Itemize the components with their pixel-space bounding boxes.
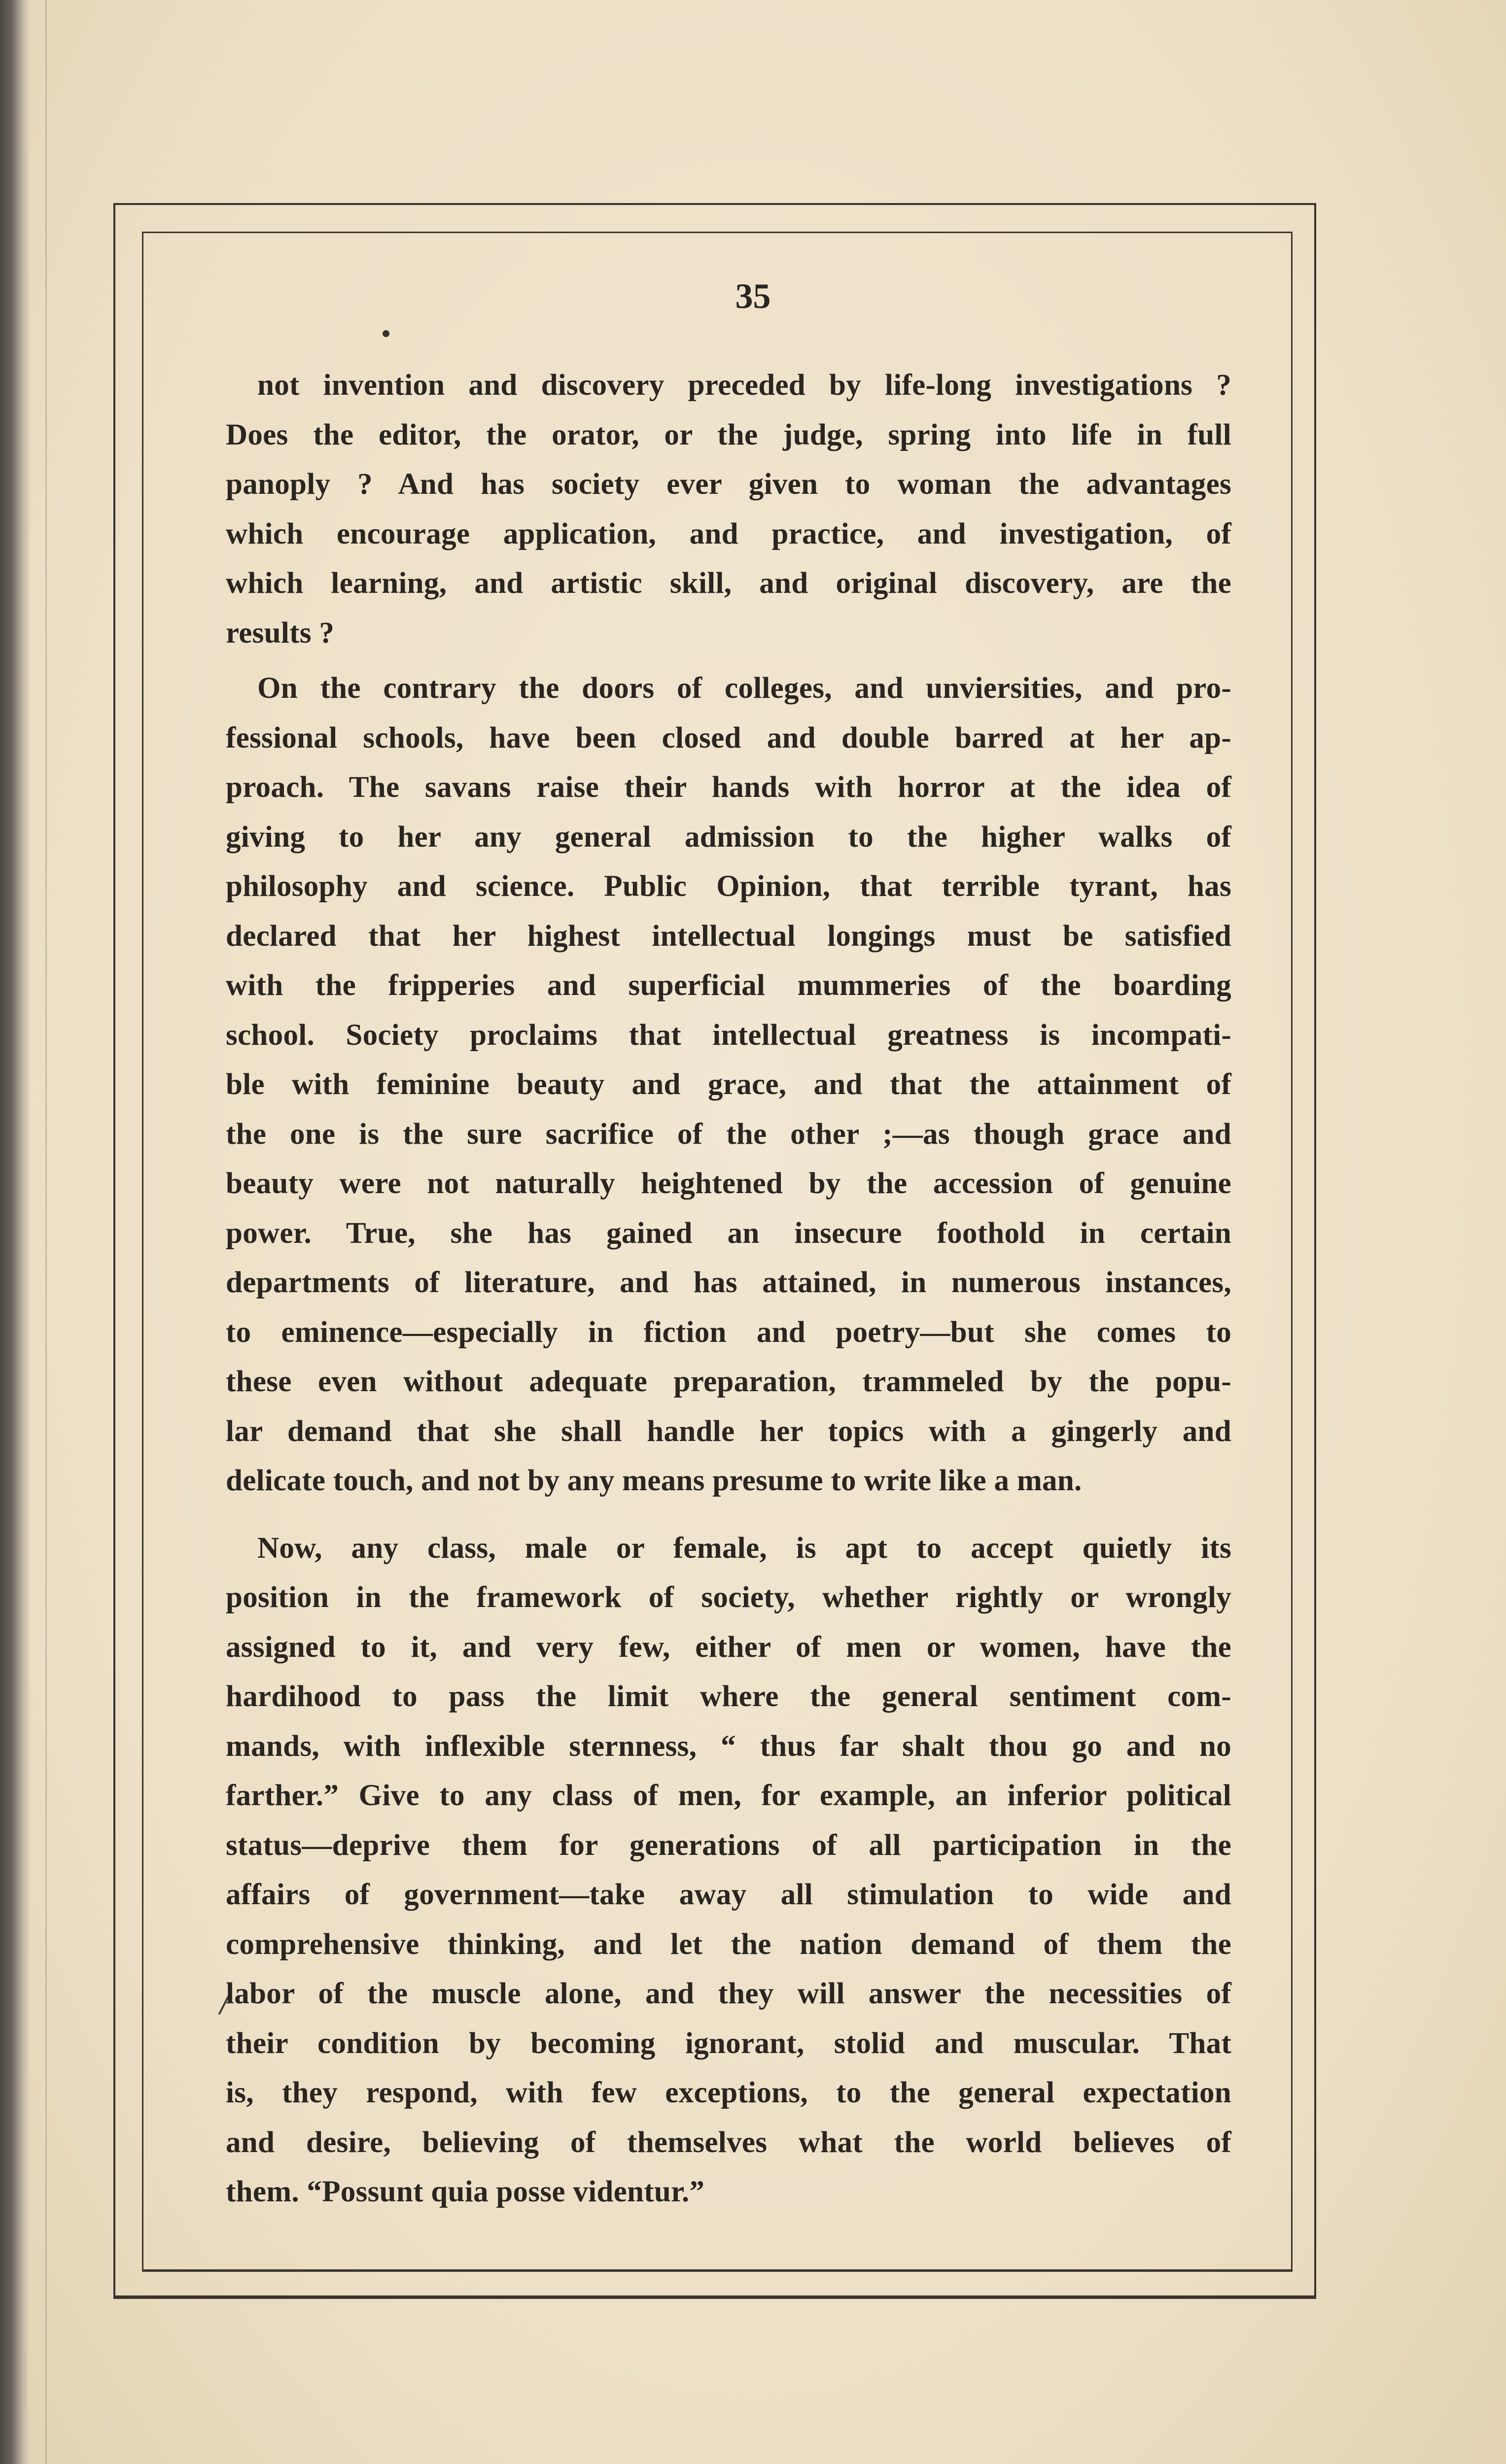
page-edge-line xyxy=(45,0,47,2464)
text-line: status—deprive them for generations of all participation in the xyxy=(226,1828,1231,1862)
paragraph xyxy=(226,664,1231,1506)
text-line: results ? xyxy=(226,616,335,650)
text-line: Now, any class, male or female, is apt to accept quietly its xyxy=(257,1531,1231,1565)
text-line: lar demand that she shall handle her topics with a gingerly and xyxy=(226,1414,1231,1448)
text-line: farther.” Give to any class of men, for example, an inferior political xyxy=(226,1779,1231,1812)
text-line: beauty were not naturally heightened by the accession of genuine xyxy=(226,1167,1231,1200)
text-line: hardihood to pass the limit where the general sentiment com- xyxy=(226,1680,1231,1713)
text-line: them. “Possunt quia posse videntur.” xyxy=(226,2175,705,2208)
text-line: to eminence—especially in fiction and poetry—but she comes to xyxy=(226,1315,1231,1349)
text-line: philosophy and science. Public Opinion, that terrible tyrant, has xyxy=(226,870,1231,903)
text-line: with the fripperies and superficial mummeries of the boarding xyxy=(226,969,1231,1002)
page-number: 35 xyxy=(735,276,771,316)
text-line: Does the editor, the orator, or the judge, spring into life in full xyxy=(226,418,1231,451)
text-line: giving to her any general admission to the higher walks of xyxy=(226,820,1231,854)
text-line: assigned to it, and very few, either of men or women, have the xyxy=(226,1630,1231,1664)
text-line: which learning, and artistic skill, and original discovery, are the xyxy=(226,567,1231,600)
text-line: these even without adequate preparation, trammeled by the popu- xyxy=(226,1365,1231,1398)
text-line: is, they respond, with few exceptions, to the general expectation xyxy=(226,2076,1231,2109)
text-line: affairs of government—take away all stimulation to wide and xyxy=(226,1878,1231,1911)
text-line: which encourage application, and practice, and investigation, of xyxy=(226,517,1231,550)
text-line: On the contrary the doors of colleges, and unviersities, and pro- xyxy=(257,672,1231,705)
text-line: proach. The savans raise their hands with horror at the idea of xyxy=(226,771,1231,804)
text-line: their condition by becoming ignorant, stolid and muscular. That xyxy=(226,2026,1231,2060)
text-line: panoply ? And has society ever given to woman the advantages xyxy=(226,468,1231,501)
text-line: mands, with inflexible sternness, “ thus far shalt thou go and no xyxy=(226,1729,1231,1763)
text-line: power. True, she has gained an insecure foothold in certain xyxy=(226,1216,1231,1250)
text-line: departments of literature, and has attained, in numerous instances, xyxy=(226,1266,1231,1299)
text-line: not invention and discovery preceded by life-long investigations ? xyxy=(257,369,1231,402)
text-line: ble with feminine beauty and grace, and that the attainment of xyxy=(226,1068,1231,1101)
text-line: position in the framework of society, whether rightly or wrongly xyxy=(226,1581,1231,1614)
text-line: labor of the muscle alone, and they will answer the necessities of xyxy=(226,1977,1231,2010)
body-text xyxy=(226,361,1231,2217)
book-binding-edge xyxy=(0,0,30,2464)
text-line: fessional schools, have been closed and double barred at her ap- xyxy=(226,721,1231,754)
margin-pencil-mark: / xyxy=(220,1988,228,2020)
text-line: the one is the sure sacrifice of the other ;—as though grace and xyxy=(226,1117,1231,1151)
ink-dot xyxy=(383,330,389,337)
text-line: delicate touch, and not by any means presume to write like a man. xyxy=(226,1464,1082,1497)
text-line: comprehensive thinking, and let the nation demand of them the xyxy=(226,1927,1231,1961)
text-line: school. Society proclaims that intellectual greatness is incompati- xyxy=(226,1018,1231,1052)
paragraph xyxy=(226,361,1231,658)
text-line: declared that her highest intellectual longings must be satisfied xyxy=(226,919,1231,953)
text-line: and desire, believing of themselves what the world believes of xyxy=(226,2125,1231,2159)
paragraph xyxy=(226,1524,1231,2217)
